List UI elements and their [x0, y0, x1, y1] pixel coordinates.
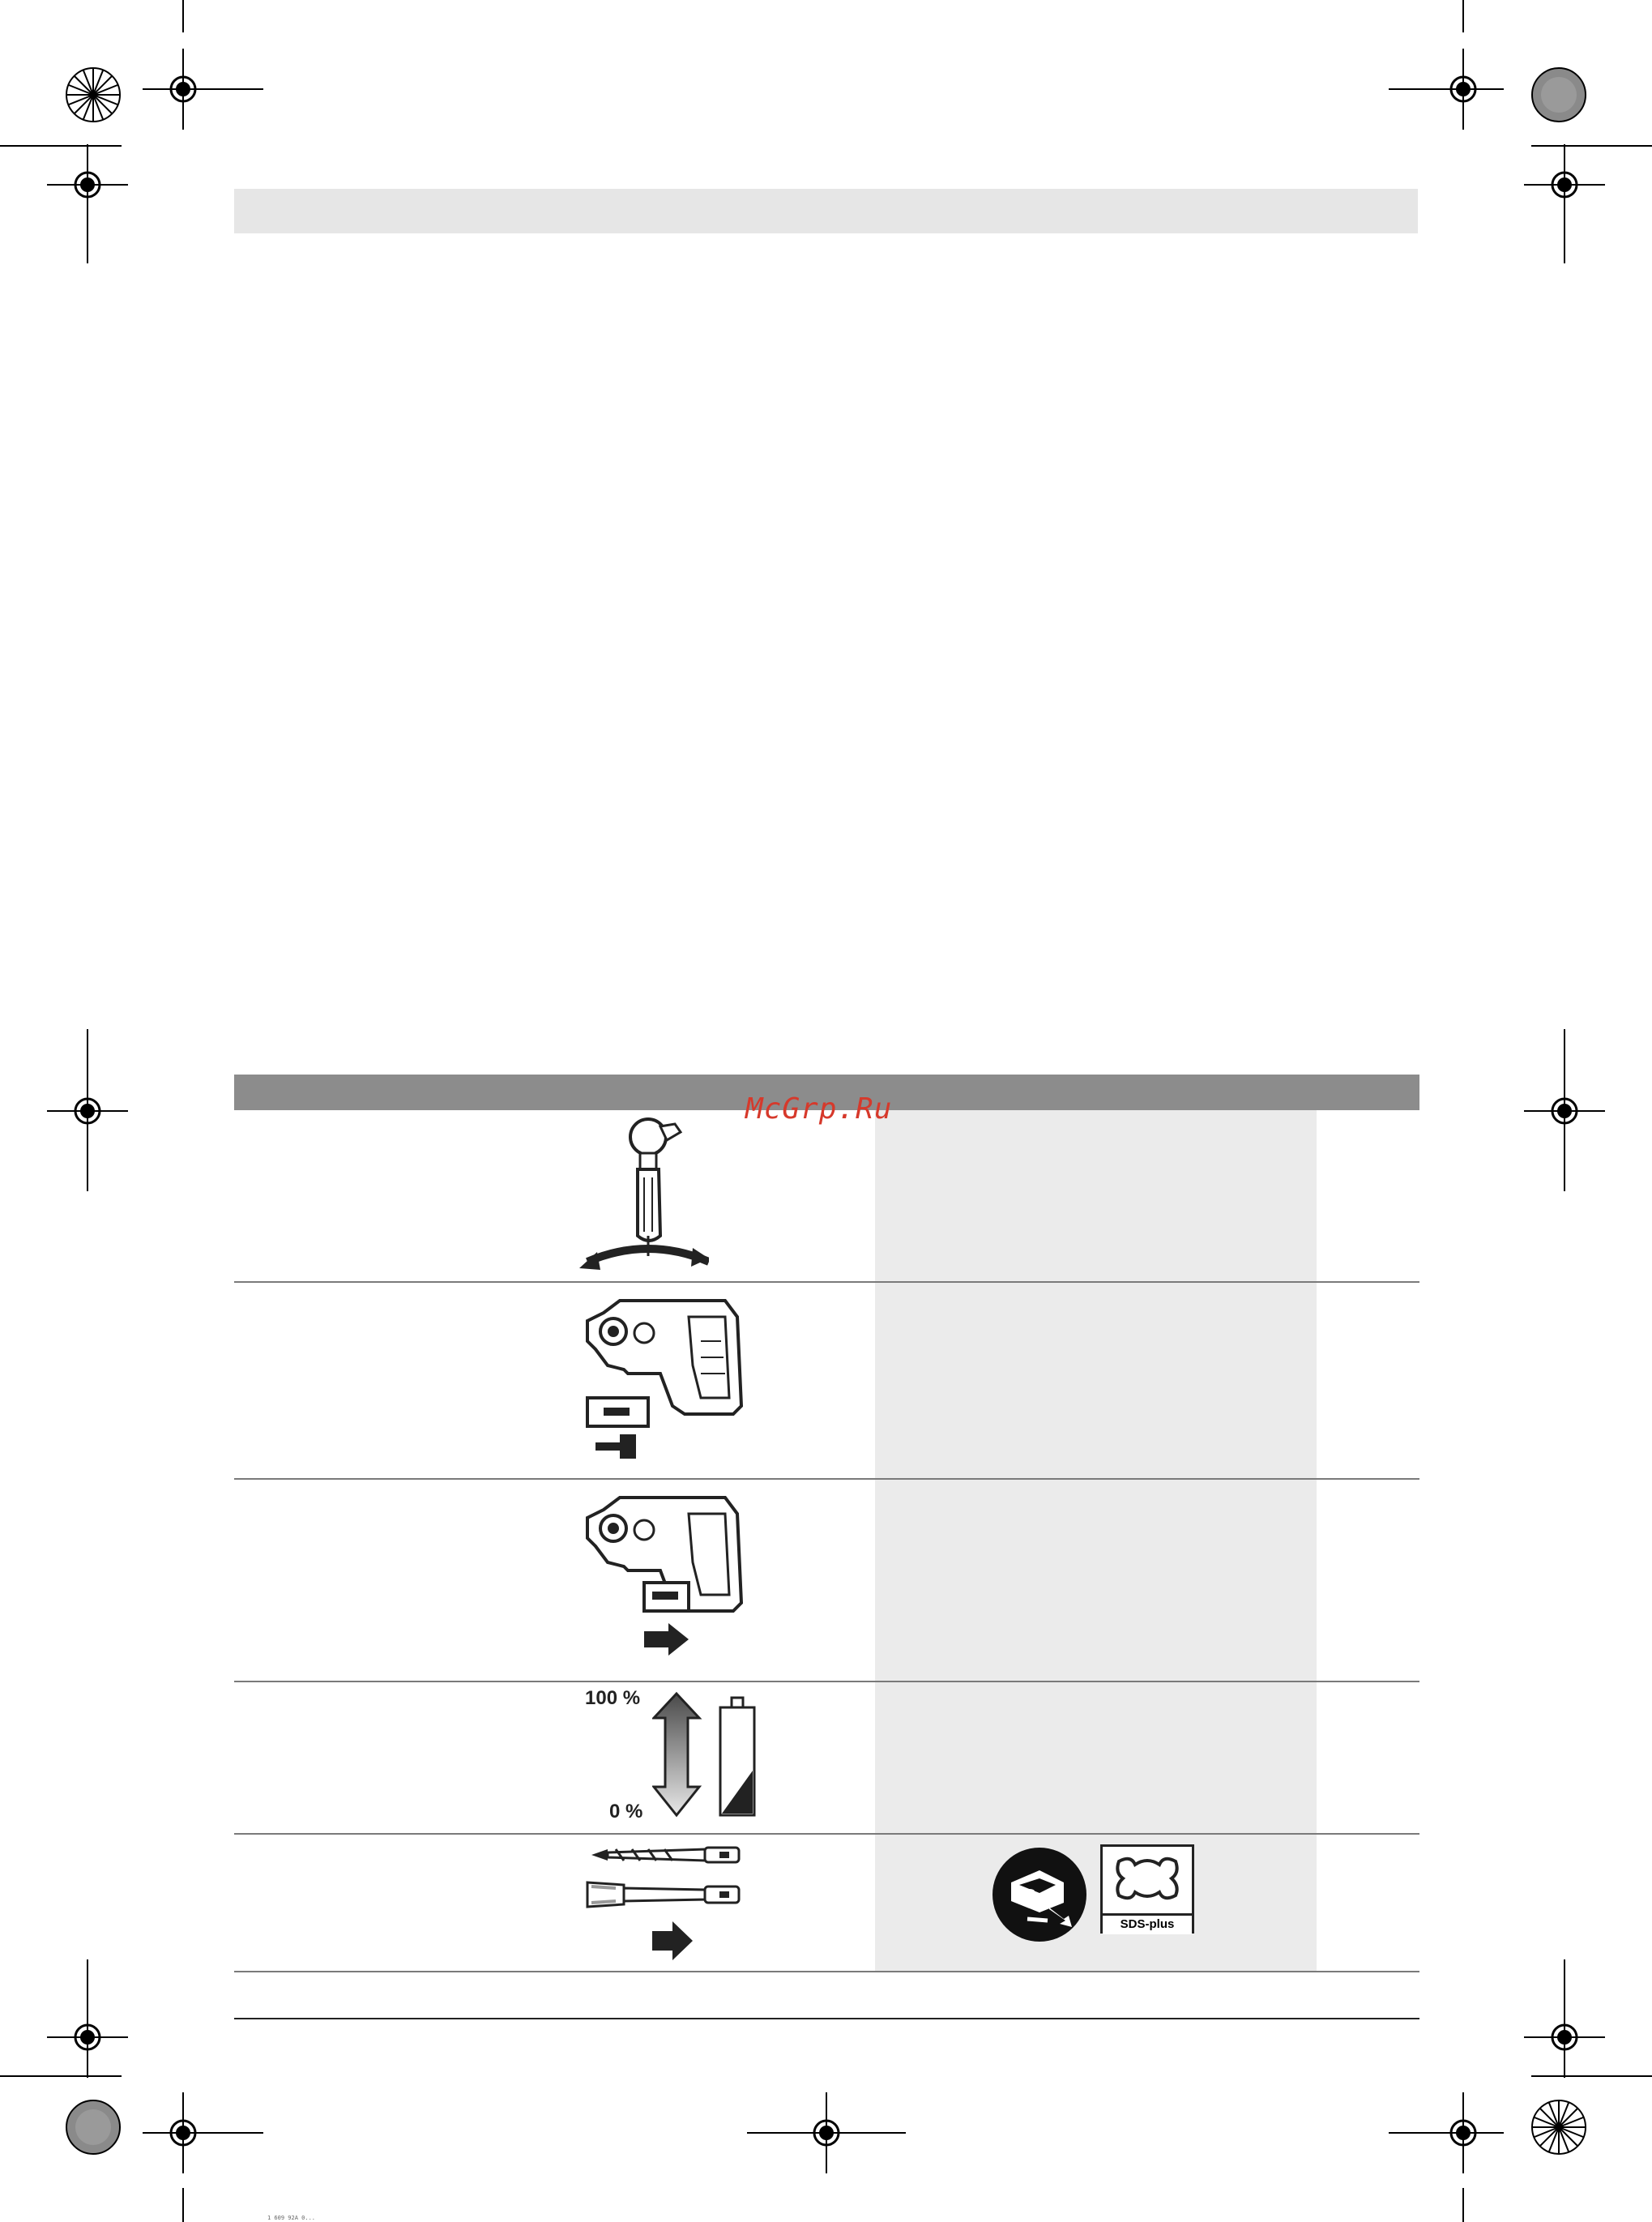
auxiliary-handle-illustration [579, 1114, 709, 1276]
clean-tool-shank-icon [991, 1846, 1088, 1943]
battery-insert-illustration [579, 1489, 758, 1668]
footer-fine-print: 1 609 92A 0... [267, 2215, 316, 2221]
sds-plus-badge [1100, 1844, 1194, 1934]
battery-pack-icon [644, 1583, 689, 1611]
drill-bit-icon [591, 1848, 739, 1862]
sds-plus-label: SDS-plus [1103, 1913, 1192, 1934]
arrow-right-icon [644, 1623, 689, 1656]
charge-label-full: 100 % [585, 1687, 641, 1709]
tool-insert-illustration [583, 1838, 762, 1968]
charge-level-illustration [652, 1690, 758, 1819]
chisel-icon [587, 1882, 739, 1907]
charge-label-empty: 0 % [609, 1801, 643, 1822]
sds-shank-cross-icon [1103, 1847, 1192, 1910]
watermark: McGrp.Ru [745, 1092, 893, 1126]
arrow-right-icon [652, 1921, 693, 1960]
double-arrow-icon [654, 1694, 699, 1815]
battery-remove-illustration [579, 1293, 758, 1471]
battery-pack-icon [587, 1398, 648, 1426]
arrow-left-icon [595, 1434, 636, 1459]
